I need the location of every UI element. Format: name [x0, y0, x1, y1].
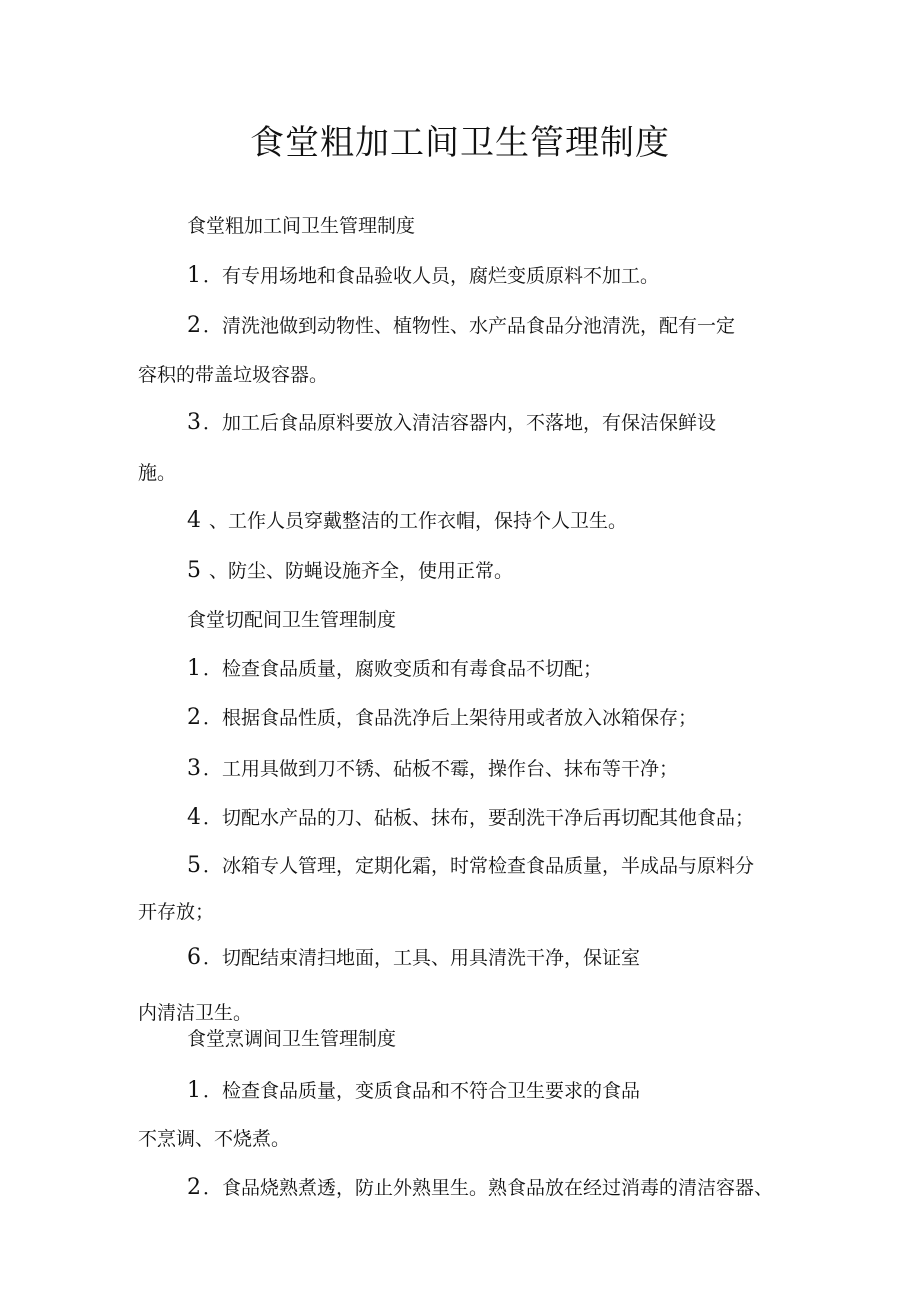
item-number: 3 — [187, 756, 201, 781]
item-text-continued: 施。 — [138, 462, 177, 484]
list-item — [187, 508, 627, 534]
item-text: ．根据食品性质，食品洗净后上架待用或者放入冰箱保存； — [203, 707, 698, 729]
item-text: ．有专用场地和食品验收人员，腐烂变质原料不加工。 — [203, 265, 660, 287]
item-text: ．食品烧熟煮透，防止外熟里生。熟食品放在经过消毒的清洁容器、 — [203, 1177, 774, 1199]
item-text: 、工作人员穿戴整洁的工作衣帽，保持个人卫生。 — [203, 510, 628, 532]
list-item — [187, 853, 754, 879]
item-number: 1 — [187, 263, 201, 288]
item-text: ．加工后食品原料要放入清洁容器内，不落地，有保洁保鲜设 — [203, 412, 717, 434]
item-number: 5 — [187, 558, 201, 583]
item-number: 4 — [187, 805, 201, 830]
section-heading: 食堂切配间卫生管理制度 — [187, 609, 397, 631]
list-item — [187, 805, 754, 831]
item-text-continued: 容积的带盖垃圾容器。 — [138, 364, 329, 386]
item-text: 、防尘、防蝇设施齐全，使用正常。 — [203, 560, 514, 582]
section-heading: 食堂粗加工间卫生管理制度 — [187, 215, 416, 237]
list-item — [187, 313, 735, 339]
list-item — [187, 1078, 640, 1104]
list-item — [187, 945, 640, 971]
list-item — [187, 558, 513, 584]
item-text: ．检查食品质量，腐败变质和有毒食品不切配； — [203, 658, 603, 680]
list-item — [187, 656, 602, 682]
item-text: ．切配结束清扫地面，工具、用具清洗干净，保证室 — [203, 947, 641, 969]
item-number: 3 — [187, 410, 201, 435]
item-text-continued: 不烹调、不烧煮。 — [138, 1128, 291, 1150]
list-item — [187, 1175, 773, 1201]
item-text-continued: 开存放； — [138, 901, 215, 923]
item-number: 1 — [187, 1078, 201, 1103]
item-number: 2 — [187, 1175, 201, 1200]
item-text: ．清洗池做到动物性、植物性、水产品食品分池清洗，配有一定 — [203, 315, 736, 337]
list-item — [187, 263, 659, 289]
section-heading: 食堂烹调间卫生管理制度 — [187, 1028, 397, 1050]
item-text: ．冰箱专人管理，定期化霜，时常检查食品质量，半成品与原料分 — [203, 855, 755, 877]
document-title: 食堂粗加工间卫生管理制度 — [250, 123, 670, 163]
item-text: ．工用具做到刀不锈、砧板不霉，操作台、抹布等干净； — [203, 758, 679, 780]
item-number: 6 — [187, 945, 201, 970]
item-number: 5 — [187, 853, 201, 878]
item-number: 1 — [187, 656, 201, 681]
list-item — [187, 705, 697, 731]
item-text-continued: 内清洁卫生。 — [138, 1002, 253, 1024]
item-text: ．切配水产品的刀、砧板、抹布，要刮洗干净后再切配其他食品； — [203, 807, 755, 829]
item-number: 4 — [187, 508, 201, 533]
item-number: 2 — [187, 705, 201, 730]
item-number: 2 — [187, 313, 201, 338]
list-item — [187, 756, 678, 782]
item-text: ．检查食品质量，变质食品和不符合卫生要求的食品 — [203, 1080, 641, 1102]
list-item — [187, 410, 716, 436]
